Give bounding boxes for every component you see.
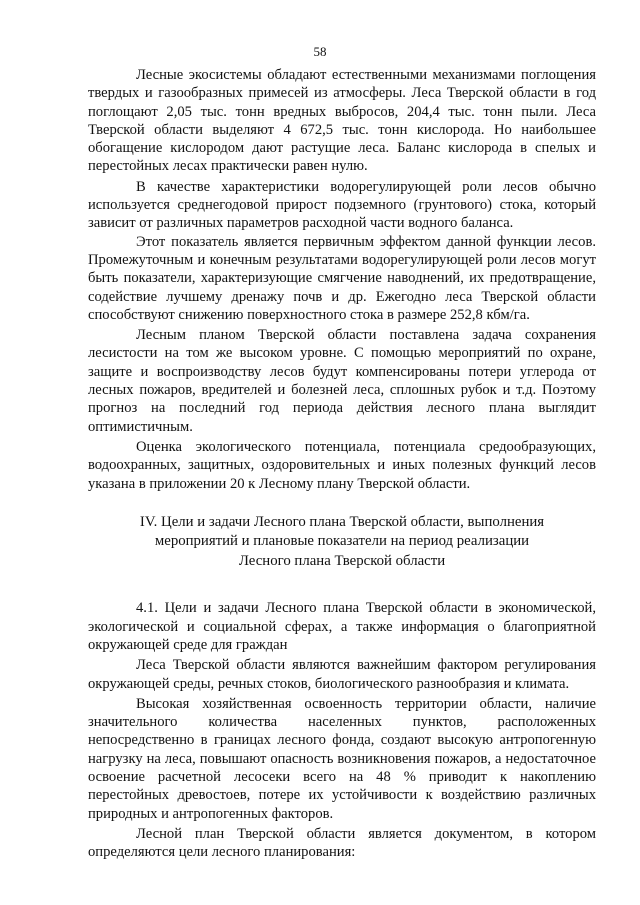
section-heading-line-1: IV. Цели и задачи Лесного плана Тверской области, выполнения <box>139 513 545 530</box>
section-heading-line-2: мероприятий и плановые показатели на период реализации <box>154 533 530 550</box>
paragraph-potential-assessment: Оценка экологического потенциала, потенциала средообразующих, водоохранных, защитных, оздоровительных и иных полезных функций лесов указана в приложении 20 к Лесному плану Тверской области. <box>88 438 596 492</box>
paragraph-economic-development: Высокая хозяйственная освоенность территории области, наличие значительного количества населенных пунктов, расположенных непосредственно в границах лесного фонда, создают высокую антропогенную нагрузку на леса, повышают опасность возникновения пожаров, а недостаточное освоение расчетной лесосеки всего на 48 % приводит к накоплению перестойных древостоев, потере их устойчивости к воздействию различных природных и антропогенных факторов. <box>88 695 596 822</box>
paragraph-water-regulation: В качестве характеристики водорегулирующей роли лесов обычно используется среднегодовой прирост подземного (грунтового) стока, который зависит от различных параметров расходной части водного баланса. <box>88 178 596 232</box>
paragraph-indicator: Этот показатель является первичным эффектом данной функции лесов. Промежуточным и конечным результатами водорегулирующей роли лесов могут быть показатели, характеризующие смягчение наводнений, их предотвращение, содействие лучшему дренажу почв и др. Ежегодно леса Тверской области способствуют снижению поверхностного стока в размере 252,8 кбм/га. <box>88 233 596 323</box>
paragraph-forests-factor: Леса Тверской области являются важнейшим фактором регулирования окружающей среды, речных стоков, биологического разнообразия и климата. <box>88 657 596 692</box>
page-number: 58 <box>313 44 327 59</box>
section-heading <box>88 513 596 572</box>
paragraph-ecosystems: Лесные экосистемы обладают естественными механизмами поглощения твердых и газообразных примесей из атмосферы. Леса Тверской области в год поглощают 2,05 тыс. тонн вредных выбросов, 204,4 тыс. тонн пыли. Леса Тверской области выделяют 4 672,5 тыс. тонн кислорода. Но наибольшее обогащение кислородом дают растущие леса. Баланс кислорода в спелых и перестойных лесах практически равен нулю. <box>88 67 596 175</box>
section-heading-line-3: Лесного плана Тверской области <box>238 552 446 569</box>
paragraph-forest-plan-document: Лесной план Тверской области является документом, в котором определяются цели лесного планирования: <box>88 825 596 861</box>
paragraph-goals-4-1: 4.1. Цели и задачи Лесного плана Тверской области в экономической, экологической и социальной сферах, а также информация о благоприятной окружающей среде для граждан <box>88 600 596 653</box>
page-content <box>88 66 596 861</box>
paragraph-forest-plan-task: Лесным планом Тверской области поставлена задача сохранения лесистости на том же высоком уровне. С помощью мероприятий по охране, защите и воспроизводству лесов будут компенсированы потери углерода от лесных пожаров, вредителей и болезней леса, сплошных рубок и т.д. Поэтому прогноз на последний год периода действия лесного плана выглядит оптимистичным. <box>88 327 596 435</box>
